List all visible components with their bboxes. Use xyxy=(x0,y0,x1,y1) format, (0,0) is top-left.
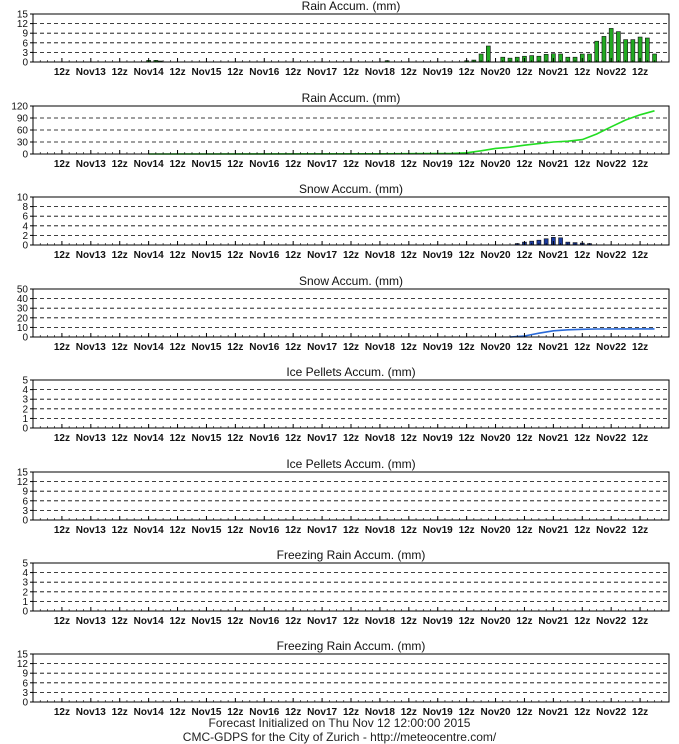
source-credit-text: CMC-GDPS for the City of Zurich - http://meteocentre.com/ xyxy=(182,730,497,744)
x-tick-label: Nov16 xyxy=(249,67,280,78)
x-tick-label: 12z xyxy=(342,250,360,261)
x-tick-label: Nov21 xyxy=(538,707,569,718)
x-tick-label: Nov15 xyxy=(191,250,222,261)
x-tick-label: 12z xyxy=(342,159,360,170)
x-tick-label: Nov14 xyxy=(133,250,164,261)
y-tick-label: 4 xyxy=(22,385,28,397)
x-tick-label: 12z xyxy=(342,616,360,627)
y-tick-label: 15 xyxy=(16,467,28,479)
y-tick-label: 3 xyxy=(22,687,28,699)
x-tick-label: 12z xyxy=(227,67,244,78)
chart-title: Ice Pellets Accum. (mm) xyxy=(286,457,416,471)
x-tick-label: 12z xyxy=(574,159,591,170)
plot-frame xyxy=(33,472,669,520)
y-tick-label: 10 xyxy=(16,322,28,334)
x-tick-label: Nov17 xyxy=(307,707,338,718)
x-tick-label: Nov15 xyxy=(191,67,222,78)
x-tick-label: Nov20 xyxy=(480,525,511,536)
x-tick-label: 12z xyxy=(227,433,244,444)
x-tick-label: Nov17 xyxy=(307,433,338,444)
x-tick-label: 12z xyxy=(53,433,70,444)
y-tick-label: 0 xyxy=(22,697,28,709)
x-tick-label: 12z xyxy=(227,342,244,353)
x-tick-label: Nov20 xyxy=(480,707,511,718)
x-tick-label: 12z xyxy=(227,616,244,627)
x-tick-label: 12z xyxy=(574,433,591,444)
x-tick-label: 12z xyxy=(516,616,533,627)
y-tick-label: 3 xyxy=(22,505,28,517)
y-tick-label: 0 xyxy=(22,515,28,527)
x-tick-label: 12z xyxy=(53,342,70,353)
x-tick-label: 12z xyxy=(53,525,70,536)
x-tick-label: Nov19 xyxy=(422,67,453,78)
x-tick-label: Nov19 xyxy=(422,616,453,627)
data-bar xyxy=(486,46,490,62)
x-tick-label: 12z xyxy=(53,707,70,718)
y-tick-label: 9 xyxy=(22,28,28,40)
x-tick-label: 12z xyxy=(111,525,128,536)
y-tick-label: 60 xyxy=(16,125,28,137)
x-tick-label: 12z xyxy=(111,67,128,78)
x-tick-label: 12z xyxy=(632,707,649,718)
x-tick-label: 12z xyxy=(169,616,186,627)
y-tick-label: 0 xyxy=(22,57,28,69)
x-tick-label: Nov17 xyxy=(307,159,338,170)
x-tick-label: 12z xyxy=(169,250,186,261)
x-tick-label: Nov15 xyxy=(191,433,222,444)
x-tick-label: 12z xyxy=(574,250,591,261)
x-tick-label: Nov13 xyxy=(75,616,106,627)
chart-panel-3 xyxy=(17,182,669,261)
x-tick-label: 12z xyxy=(632,433,649,444)
x-tick-label: 12z xyxy=(227,525,244,536)
x-tick-label: 12z xyxy=(400,525,417,536)
y-tick-label: 10 xyxy=(16,192,28,204)
data-bar xyxy=(616,32,620,62)
y-tick-label: 12 xyxy=(16,19,28,31)
x-tick-label: 12z xyxy=(53,616,70,627)
y-tick-label: 0 xyxy=(22,332,28,344)
x-tick-label: Nov21 xyxy=(538,250,569,261)
x-tick-label: Nov15 xyxy=(191,159,222,170)
x-tick-label: 12z xyxy=(111,616,128,627)
x-tick-label: 12z xyxy=(632,616,649,627)
x-tick-label: Nov18 xyxy=(364,433,395,444)
y-tick-label: 9 xyxy=(22,486,28,498)
x-tick-label: Nov17 xyxy=(307,250,338,261)
x-tick-label: 12z xyxy=(632,342,649,353)
x-tick-label: Nov16 xyxy=(249,250,280,261)
x-tick-label: 12z xyxy=(53,67,70,78)
x-tick-label: 12z xyxy=(285,67,302,78)
x-tick-label: Nov15 xyxy=(191,707,222,718)
x-tick-label: 12z xyxy=(400,616,417,627)
x-tick-label: 12z xyxy=(227,159,244,170)
x-tick-label: Nov13 xyxy=(75,707,106,718)
data-bar xyxy=(595,41,599,62)
y-tick-label: 50 xyxy=(16,284,28,296)
y-tick-label: 20 xyxy=(16,313,28,325)
data-bar xyxy=(602,36,606,62)
x-tick-label: Nov13 xyxy=(75,250,106,261)
y-tick-label: 3 xyxy=(22,394,28,406)
y-tick-label: 0 xyxy=(22,149,28,161)
y-tick-label: 0 xyxy=(22,240,28,252)
x-tick-label: Nov21 xyxy=(538,159,569,170)
x-tick-label: Nov16 xyxy=(249,433,280,444)
x-tick-label: 12z xyxy=(169,159,186,170)
x-tick-label: Nov18 xyxy=(364,159,395,170)
y-tick-label: 6 xyxy=(22,496,28,508)
x-tick-label: 12z xyxy=(458,250,475,261)
x-tick-label: 12z xyxy=(400,67,417,78)
y-tick-label: 3 xyxy=(22,47,28,59)
x-tick-label: Nov15 xyxy=(191,342,222,353)
x-tick-label: Nov18 xyxy=(364,67,395,78)
x-tick-label: Nov20 xyxy=(480,67,511,78)
y-tick-label: 30 xyxy=(16,137,28,149)
data-bar xyxy=(624,40,628,62)
y-tick-label: 9 xyxy=(22,668,28,680)
x-tick-label: 12z xyxy=(516,342,533,353)
plot-frame xyxy=(33,654,669,702)
x-tick-label: 12z xyxy=(285,616,302,627)
y-tick-label: 6 xyxy=(22,211,28,223)
chart-panel-4 xyxy=(17,274,669,353)
chart-title: Ice Pellets Accum. (mm) xyxy=(286,365,416,379)
data-bar xyxy=(631,40,635,62)
x-tick-label: Nov14 xyxy=(133,433,164,444)
x-tick-label: Nov14 xyxy=(133,159,164,170)
data-line xyxy=(149,111,655,154)
x-tick-label: Nov14 xyxy=(133,525,164,536)
x-tick-label: Nov15 xyxy=(191,616,222,627)
y-tick-label: 0 xyxy=(22,606,28,618)
x-tick-label: Nov16 xyxy=(249,342,280,353)
y-tick-label: 40 xyxy=(16,294,28,306)
x-tick-label: 12z xyxy=(111,433,128,444)
x-tick-label: Nov16 xyxy=(249,616,280,627)
chart-title: Rain Accum. (mm) xyxy=(301,0,401,13)
x-tick-label: Nov19 xyxy=(422,342,453,353)
plot-frame xyxy=(33,380,669,428)
x-tick-label: Nov22 xyxy=(596,433,627,444)
x-tick-label: Nov16 xyxy=(249,707,280,718)
x-tick-label: 12z xyxy=(632,250,649,261)
x-tick-label: 12z xyxy=(516,525,533,536)
plot-frame xyxy=(33,14,669,62)
x-tick-label: 12z xyxy=(53,250,70,261)
x-tick-label: Nov17 xyxy=(307,525,338,536)
x-tick-label: 12z xyxy=(458,159,475,170)
x-tick-label: Nov13 xyxy=(75,67,106,78)
x-tick-label: 12z xyxy=(169,433,186,444)
x-tick-label: Nov14 xyxy=(133,67,164,78)
x-tick-label: Nov20 xyxy=(480,250,511,261)
y-tick-label: 6 xyxy=(22,38,28,50)
y-tick-label: 90 xyxy=(16,113,28,125)
x-tick-label: Nov17 xyxy=(307,342,338,353)
x-tick-label: Nov21 xyxy=(538,67,569,78)
x-tick-label: 12z xyxy=(516,707,533,718)
x-tick-label: Nov20 xyxy=(480,616,511,627)
x-tick-label: Nov15 xyxy=(191,525,222,536)
x-tick-label: Nov14 xyxy=(133,342,164,353)
x-tick-label: Nov13 xyxy=(75,525,106,536)
x-tick-label: 12z xyxy=(342,707,360,718)
x-tick-label: 12z xyxy=(458,342,475,353)
forecast-init-text: Forecast Initialized on Thu Nov 12 12:00:00 2015 xyxy=(208,716,471,730)
x-tick-label: Nov22 xyxy=(596,250,627,261)
y-tick-label: 30 xyxy=(16,303,28,315)
chart-panel-7 xyxy=(22,548,669,627)
x-tick-label: Nov18 xyxy=(364,525,395,536)
y-tick-label: 4 xyxy=(22,568,28,580)
x-tick-label: Nov17 xyxy=(307,67,338,78)
x-tick-label: 12z xyxy=(342,433,360,444)
x-tick-label: 12z xyxy=(574,67,591,78)
x-tick-label: 12z xyxy=(574,525,591,536)
y-tick-label: 1 xyxy=(22,596,28,608)
x-tick-label: 12z xyxy=(342,525,360,536)
x-tick-label: Nov21 xyxy=(538,433,569,444)
x-tick-label: 12z xyxy=(111,250,128,261)
x-tick-label: 12z xyxy=(400,433,417,444)
x-tick-label: 12z xyxy=(342,67,360,78)
x-tick-label: 12z xyxy=(458,616,475,627)
y-tick-label: 4 xyxy=(22,221,28,233)
x-tick-label: 12z xyxy=(516,67,533,78)
x-tick-label: Nov19 xyxy=(422,159,453,170)
y-tick-label: 8 xyxy=(22,202,28,214)
x-tick-label: Nov18 xyxy=(364,707,395,718)
x-tick-label: Nov22 xyxy=(596,525,627,536)
x-tick-label: Nov21 xyxy=(538,525,569,536)
y-tick-label: 1 xyxy=(22,413,28,425)
x-tick-label: 12z xyxy=(169,525,186,536)
y-tick-label: 2 xyxy=(22,587,28,599)
x-tick-label: Nov18 xyxy=(364,250,395,261)
x-tick-label: Nov14 xyxy=(133,707,164,718)
x-tick-label: 12z xyxy=(400,250,417,261)
y-tick-label: 6 xyxy=(22,678,28,690)
y-tick-label: 2 xyxy=(22,230,28,242)
y-tick-label: 15 xyxy=(16,9,28,21)
x-tick-label: 12z xyxy=(574,616,591,627)
y-tick-label: 12 xyxy=(16,659,28,671)
x-tick-label: Nov13 xyxy=(75,433,106,444)
x-tick-label: 12z xyxy=(516,433,533,444)
data-bar xyxy=(609,28,613,62)
x-tick-label: 12z xyxy=(574,342,591,353)
x-tick-label: 12z xyxy=(285,250,302,261)
x-tick-label: 12z xyxy=(400,707,417,718)
x-tick-label: Nov22 xyxy=(596,342,627,353)
x-tick-label: Nov13 xyxy=(75,159,106,170)
x-tick-label: 12z xyxy=(169,342,186,353)
x-tick-label: 12z xyxy=(285,433,302,444)
chart-title: Snow Accum. (mm) xyxy=(298,182,404,196)
x-tick-label: 12z xyxy=(458,67,475,78)
x-tick-label: Nov16 xyxy=(249,159,280,170)
x-tick-label: Nov16 xyxy=(249,525,280,536)
x-tick-label: 12z xyxy=(227,250,244,261)
x-tick-label: Nov19 xyxy=(422,250,453,261)
x-tick-label: 12z xyxy=(400,159,417,170)
x-tick-label: Nov19 xyxy=(422,707,453,718)
x-tick-label: 12z xyxy=(53,159,70,170)
x-tick-label: Nov13 xyxy=(75,342,106,353)
x-tick-label: 12z xyxy=(516,159,533,170)
y-tick-label: 0 xyxy=(22,423,28,435)
x-tick-label: 12z xyxy=(458,433,475,444)
x-tick-label: Nov22 xyxy=(596,616,627,627)
x-tick-label: 12z xyxy=(458,525,475,536)
y-tick-label: 2 xyxy=(22,404,28,416)
plot-frame xyxy=(33,197,669,245)
y-tick-label: 5 xyxy=(22,375,28,387)
x-tick-label: 12z xyxy=(632,525,649,536)
x-tick-label: 12z xyxy=(458,707,475,718)
x-tick-label: 12z xyxy=(285,707,302,718)
x-tick-label: Nov22 xyxy=(596,159,627,170)
x-tick-label: 12z xyxy=(227,707,244,718)
x-tick-label: 12z xyxy=(632,67,649,78)
chart-panel-5 xyxy=(22,365,669,444)
x-tick-label: 12z xyxy=(111,342,128,353)
chart-title: Snow Accum. (mm) xyxy=(298,274,404,288)
chart-panel-6 xyxy=(17,457,669,536)
chart-title: Rain Accum. (mm) xyxy=(301,91,401,105)
x-tick-label: 12z xyxy=(169,707,186,718)
chart-title: Freezing Rain Accum. (mm) xyxy=(276,548,426,562)
x-tick-label: Nov20 xyxy=(480,159,511,170)
x-tick-label: Nov21 xyxy=(538,616,569,627)
plot-frame xyxy=(33,563,669,611)
x-tick-label: 12z xyxy=(111,707,128,718)
x-tick-label: Nov20 xyxy=(480,342,511,353)
x-tick-label: Nov22 xyxy=(596,707,627,718)
data-bar xyxy=(645,38,649,62)
x-tick-label: Nov18 xyxy=(364,616,395,627)
y-tick-label: 12 xyxy=(16,477,28,489)
x-tick-label: Nov17 xyxy=(307,616,338,627)
chart-panel-1 xyxy=(17,0,669,78)
x-tick-label: Nov20 xyxy=(480,433,511,444)
y-tick-label: 5 xyxy=(22,558,28,570)
y-tick-label: 3 xyxy=(22,577,28,589)
chart-panel-2 xyxy=(11,91,669,170)
x-tick-label: 12z xyxy=(400,342,417,353)
chart-panel-8 xyxy=(17,639,669,718)
x-tick-label: 12z xyxy=(169,67,186,78)
x-tick-label: Nov14 xyxy=(133,616,164,627)
x-tick-label: 12z xyxy=(516,250,533,261)
x-tick-label: 12z xyxy=(285,342,302,353)
x-tick-label: Nov21 xyxy=(538,342,569,353)
x-tick-label: 12z xyxy=(285,525,302,536)
x-tick-label: Nov22 xyxy=(596,67,627,78)
x-tick-label: 12z xyxy=(285,159,302,170)
x-tick-label: 12z xyxy=(632,159,649,170)
x-tick-label: Nov19 xyxy=(422,433,453,444)
y-tick-label: 15 xyxy=(16,649,28,661)
x-tick-label: 12z xyxy=(111,159,128,170)
x-tick-label: 12z xyxy=(574,707,591,718)
x-tick-label: 12z xyxy=(342,342,360,353)
y-tick-label: 120 xyxy=(11,101,28,113)
x-tick-label: Nov19 xyxy=(422,525,453,536)
x-tick-label: Nov18 xyxy=(364,342,395,353)
chart-title: Freezing Rain Accum. (mm) xyxy=(276,639,426,653)
